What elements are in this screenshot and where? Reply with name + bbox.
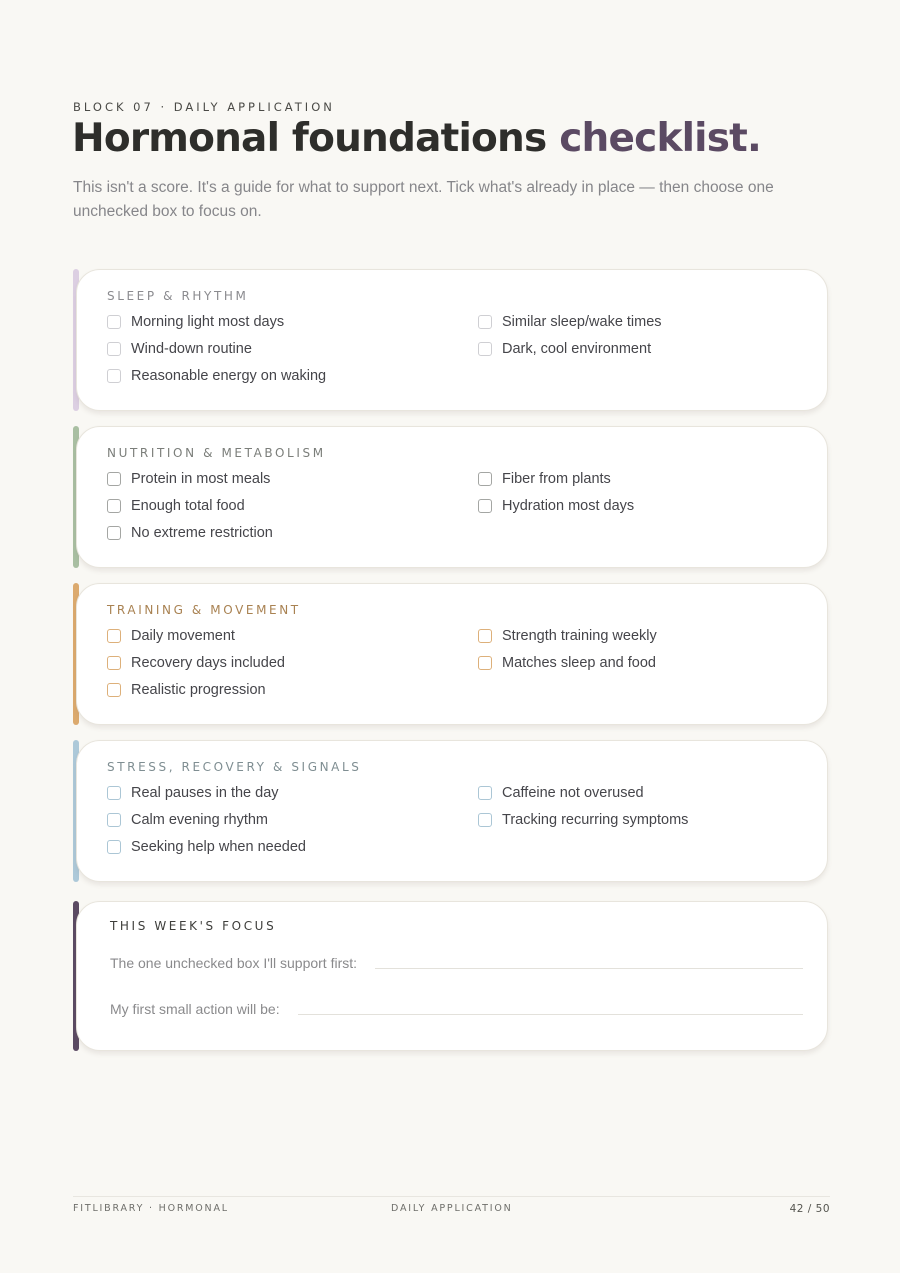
item-label: Recovery days included: [131, 655, 285, 671]
item-label: Calm evening rhythm: [131, 812, 268, 828]
checkbox[interactable]: [478, 786, 492, 800]
checkbox[interactable]: [107, 472, 121, 486]
checkbox[interactable]: [478, 342, 492, 356]
write-in-line[interactable]: [375, 968, 803, 969]
checkbox[interactable]: [107, 840, 121, 854]
checklist-item[interactable]: [478, 653, 656, 673]
checklist-item[interactable]: [107, 653, 285, 673]
checklist-item[interactable]: [107, 783, 279, 803]
checklist-item[interactable]: [478, 496, 634, 516]
focus-title: THIS WEEK'S FOCUS: [110, 919, 277, 933]
section-card: [76, 583, 828, 725]
item-label: Tracking recurring symptoms: [502, 812, 689, 828]
checklist-item[interactable]: [478, 469, 611, 489]
section-card: [76, 426, 828, 568]
item-label: Reasonable energy on waking: [131, 368, 327, 384]
checkbox[interactable]: [478, 656, 492, 670]
item-label: Wind-down routine: [131, 341, 252, 357]
checklist-item[interactable]: [107, 496, 245, 516]
item-label: Real pauses in the day: [131, 785, 279, 801]
checkbox[interactable]: [107, 786, 121, 800]
checkbox[interactable]: [107, 629, 121, 643]
checklist-item[interactable]: [107, 626, 235, 646]
item-label: Hydration most days: [502, 498, 635, 514]
section-title: TRAINING & MOVEMENT: [107, 603, 301, 617]
checkbox[interactable]: [107, 342, 121, 356]
checklist-item[interactable]: [107, 680, 266, 700]
item-label: Protein in most meals: [131, 471, 271, 487]
field-label: My first small action will be:: [110, 1001, 280, 1017]
section-title: SLEEP & RHYTHM: [107, 289, 249, 303]
item-label: Enough total food: [131, 498, 245, 514]
page-number: 42 / 50: [789, 1203, 830, 1215]
item-label: Fiber from plants: [502, 471, 611, 487]
item-label: Realistic progression: [131, 682, 266, 698]
section-sleep-rhythm: [73, 269, 828, 411]
checklist-item[interactable]: [478, 783, 644, 803]
section-nutrition-metabolism: [73, 426, 828, 568]
checkbox[interactable]: [107, 315, 121, 329]
footer-divider: [73, 1196, 830, 1197]
checkbox[interactable]: [107, 369, 121, 383]
title-main: Hormonal foundations: [72, 116, 560, 161]
item-label: No extreme restriction: [131, 525, 273, 541]
checklist-item[interactable]: [478, 810, 688, 830]
checklist-item[interactable]: [107, 837, 306, 857]
page-title: [72, 116, 761, 161]
section-card: [76, 901, 828, 1051]
item-label: Dark, cool environment: [502, 341, 652, 357]
item-label: Similar sleep/wake times: [502, 314, 662, 330]
title-accent: checklist.: [559, 116, 762, 161]
section-title: STRESS, RECOVERY & SIGNALS: [107, 760, 362, 774]
checklist-item[interactable]: [107, 469, 270, 489]
block-eyebrow: BLOCK 07 · DAILY APPLICATION: [73, 100, 335, 114]
checkbox[interactable]: [478, 315, 492, 329]
item-label: Strength training weekly: [502, 628, 657, 644]
footer-brand: FITLIBRARY · HORMONAL: [73, 1203, 229, 1214]
checklist-item[interactable]: [107, 312, 284, 332]
item-label: Seeking help when needed: [131, 839, 306, 855]
footer-section: DAILY APPLICATION: [391, 1203, 513, 1214]
focus-field-first-box: [110, 955, 803, 971]
field-label: The one unchecked box I'll support first:: [110, 955, 358, 971]
focus-field-first-action: [110, 1001, 803, 1017]
checklist-item[interactable]: [478, 339, 651, 359]
checkbox[interactable]: [478, 472, 492, 486]
checklist-item[interactable]: [478, 312, 662, 332]
item-label: Caffeine not overused: [502, 785, 644, 801]
checkbox[interactable]: [107, 526, 121, 540]
checkbox[interactable]: [107, 683, 121, 697]
checkbox[interactable]: [478, 629, 492, 643]
checkbox[interactable]: [107, 656, 121, 670]
checklist-item[interactable]: [107, 366, 326, 386]
checklist-item[interactable]: [478, 626, 657, 646]
section-stress-recovery-signals: [73, 740, 828, 882]
item-label: Daily movement: [131, 628, 235, 644]
section-card: [76, 740, 828, 882]
checkbox[interactable]: [107, 813, 121, 827]
weekly-focus-card: [73, 901, 828, 1051]
checkbox[interactable]: [478, 813, 492, 827]
checklist-item[interactable]: [107, 523, 273, 543]
section-card: [76, 269, 828, 411]
section-training-movement: [73, 583, 828, 725]
intro-text: This isn't a score. It's a guide for what to support next. Tick what's already in place — then choose one unchecked box to focus on.: [73, 179, 774, 220]
section-title: NUTRITION & METABOLISM: [107, 446, 326, 460]
item-label: Morning light most days: [131, 314, 285, 330]
item-label: Matches sleep and food: [502, 655, 656, 671]
checklist-item[interactable]: [107, 339, 252, 359]
checkbox[interactable]: [107, 499, 121, 513]
checklist-item[interactable]: [107, 810, 268, 830]
checkbox[interactable]: [478, 499, 492, 513]
write-in-line[interactable]: [298, 1014, 803, 1015]
